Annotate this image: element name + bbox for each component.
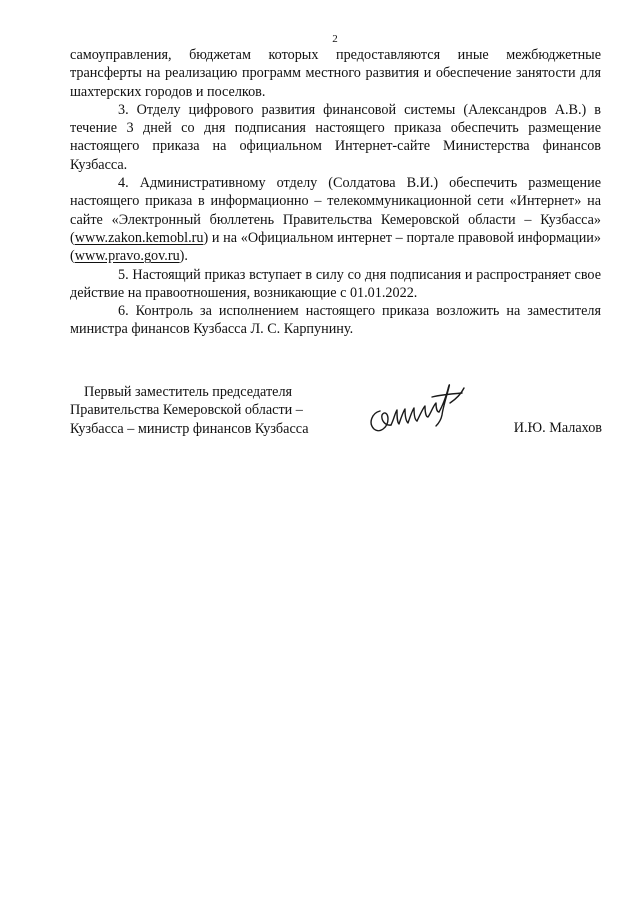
paragraph-3: 3. Отделу цифрового развития финансовой системы (Александров А.В.) в течение 3 дней со дня подписания настоящего приказа обеспечить размещение настоящего приказа на официальном Интернет-сайте Министерства финансов Кузбасса. xyxy=(70,101,601,173)
signatory-position-line-3: Кузбасса – министр финансов Кузбасса xyxy=(70,420,309,437)
paragraph-4-text-2: ) и на «Официальном интернет – портале правовой информации» ( xyxy=(70,229,601,265)
paragraph-4-text-3: ). xyxy=(179,248,188,265)
document-body xyxy=(70,46,601,339)
paragraph-5: 5. Настоящий приказ вступает в силу со дня подписания и распространяет свое действие на правоотношения, возникающие с 01.01.2022. xyxy=(70,266,601,301)
signature-block xyxy=(70,383,602,443)
paragraph-4 xyxy=(70,174,601,265)
signatory-position xyxy=(70,383,350,438)
paragraph-4-text-1: 4. Административному отделу (Солдатова В.И.) обеспечить размещение настоящего приказа в информационно – телекоммуникационной сети «Интернет» на сайте «Электронный бюллетень Правительства Кемеровской области – Кузбасса» ( xyxy=(70,175,601,246)
signatory-position-line-1: Первый заместитель председателя xyxy=(84,384,293,400)
signatory-name: И.Ю. Малахов xyxy=(513,420,602,436)
page-number: 2 xyxy=(332,33,338,45)
zakon-kemobl-link[interactable]: www.zakon.kemobl.ru xyxy=(74,229,204,246)
paragraph-6: 6. Контроль за исполнением настоящего приказа возложить на заместителя министра финансов Кузбасса Л. С. Карпунину. xyxy=(70,303,601,338)
signatory-position-line-2: Правительства Кемеровской области – xyxy=(70,402,303,419)
handwritten-signature xyxy=(366,373,466,435)
paragraph-continuation: самоуправления, бюджетам которых предоставляются иные межбюджетные трансферты на реализацию программ местного развития и обеспечение занятости для шахтерских городов и поселков. xyxy=(70,47,601,100)
pravo-gov-link[interactable]: www.pravo.gov.ru xyxy=(74,248,180,265)
